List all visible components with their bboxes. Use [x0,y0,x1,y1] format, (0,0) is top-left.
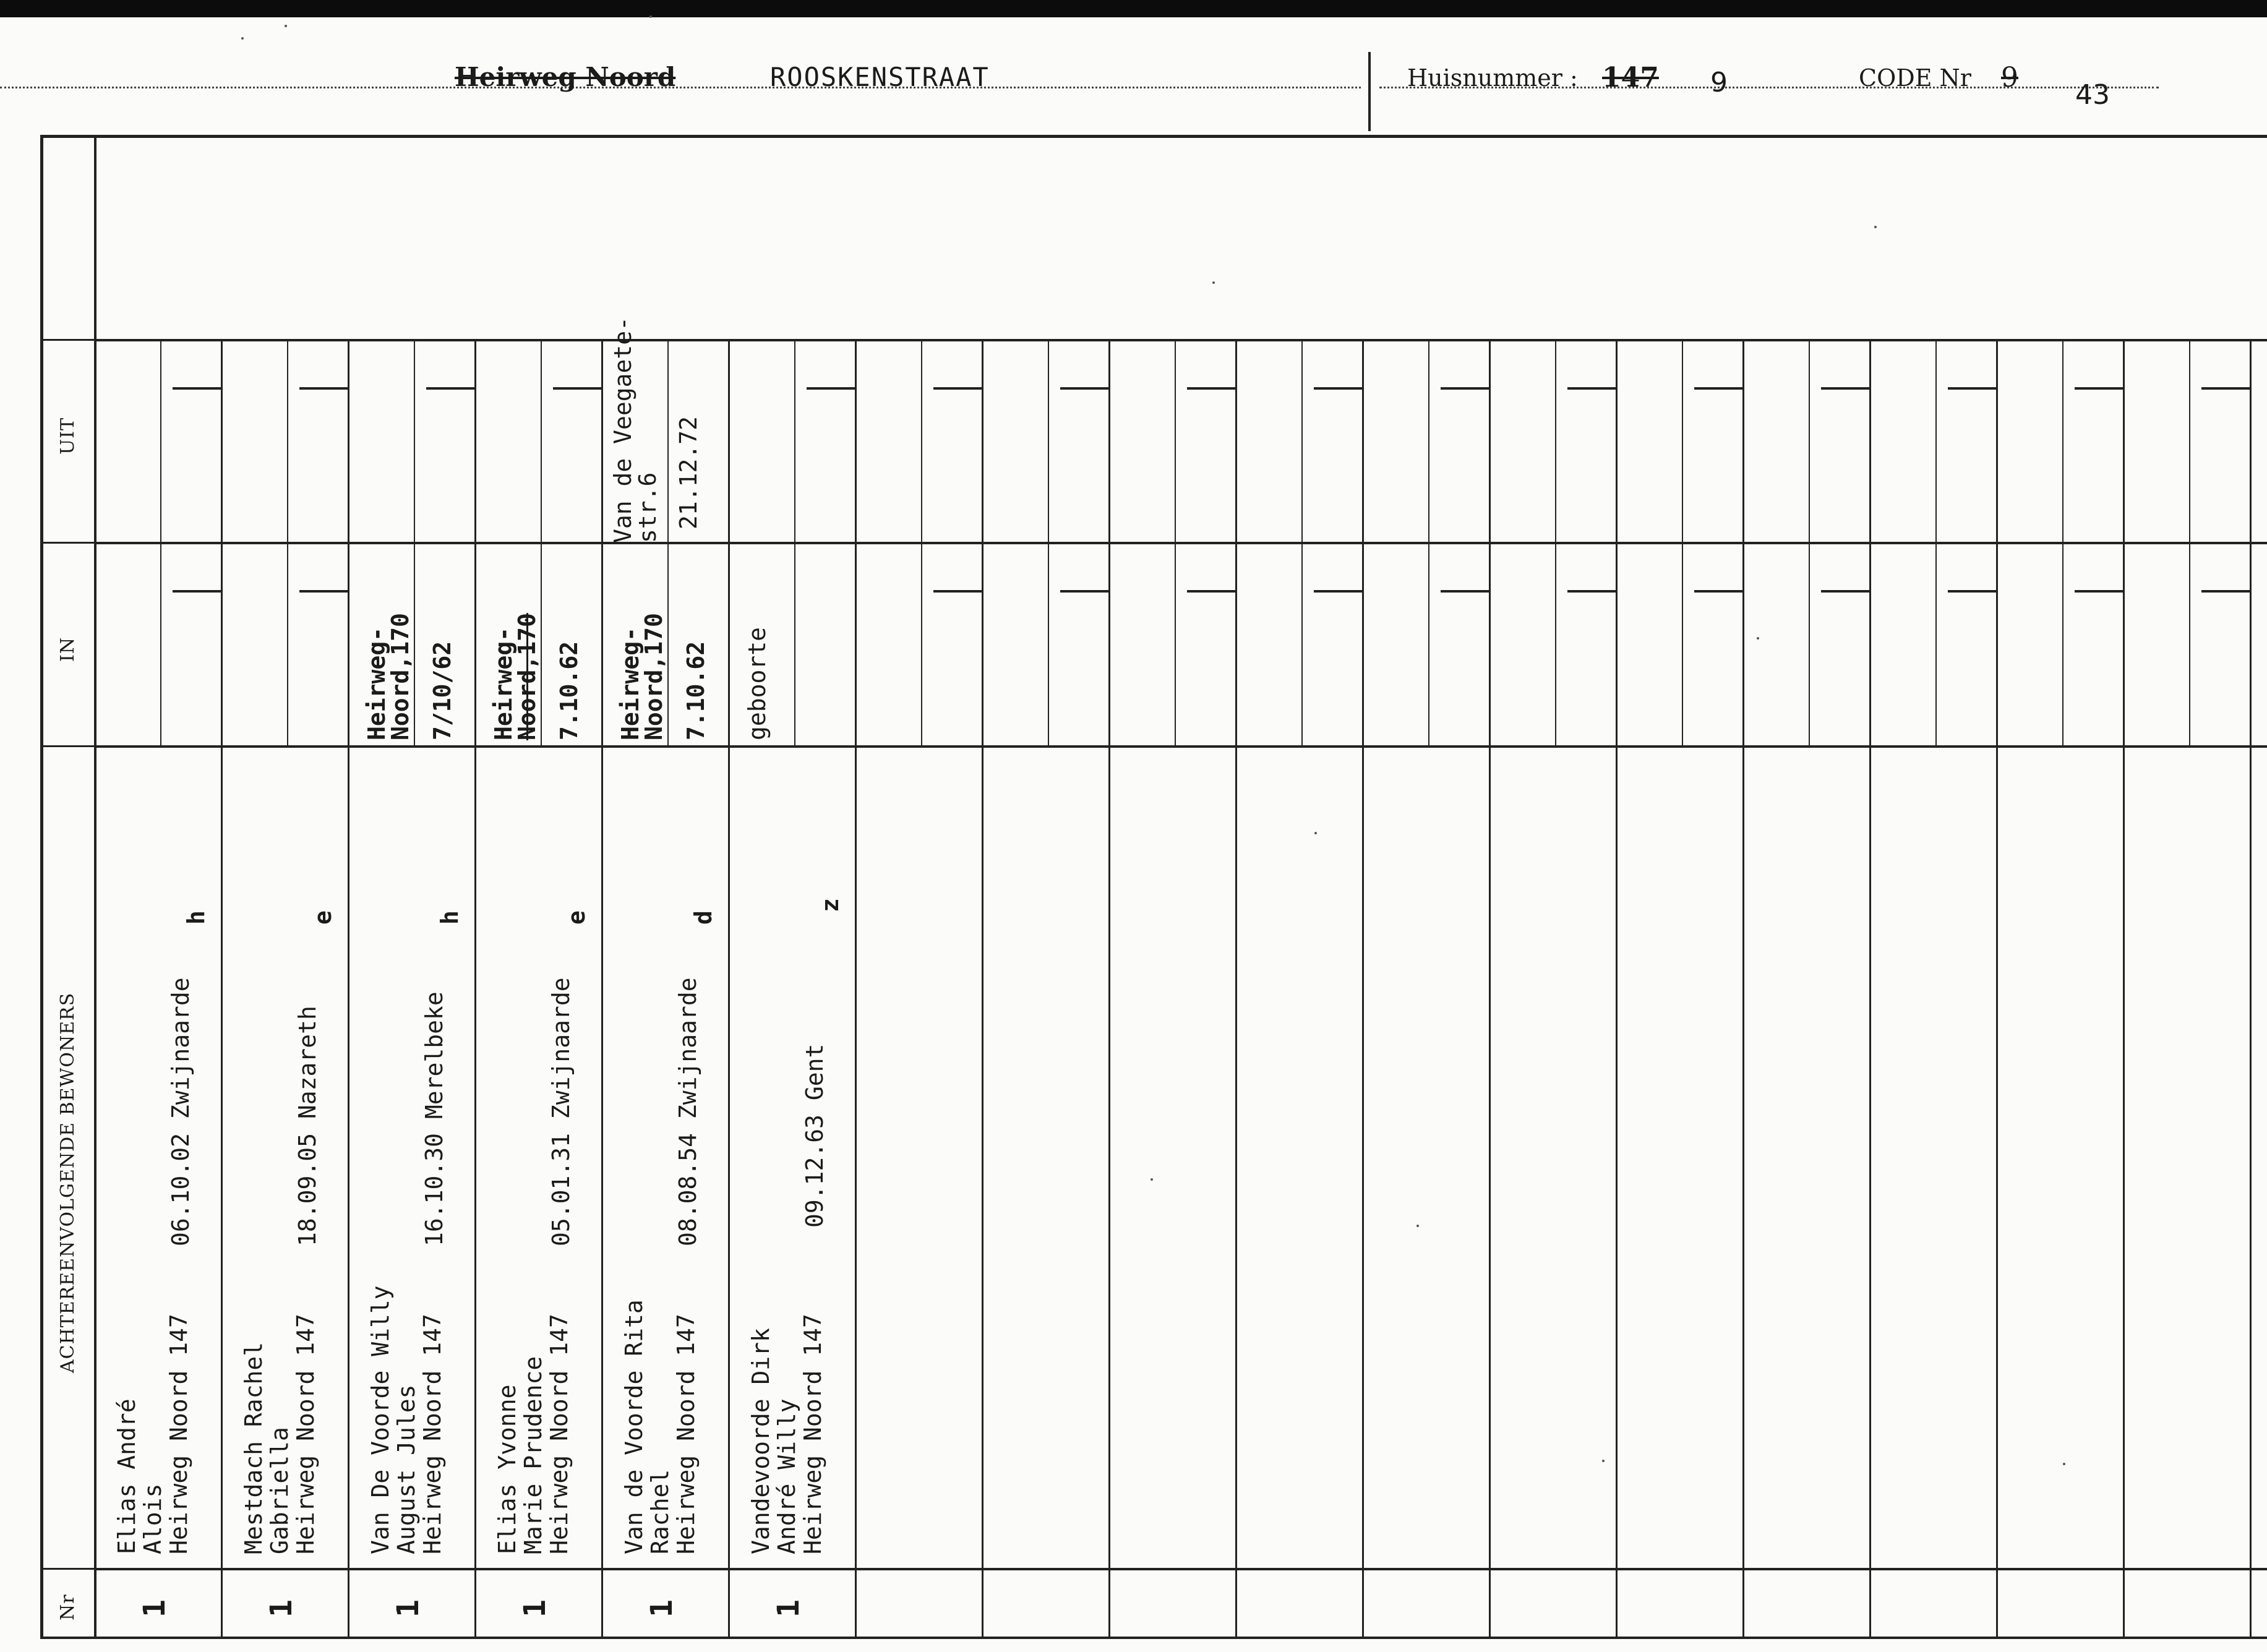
column-divider [221,339,223,1639]
in-address-line: Noord,170 [513,613,541,740]
half-divider [1935,339,1937,745]
half-divider [160,339,161,745]
resident-name-line: André Willy [773,1398,800,1554]
column-divider [348,339,349,1639]
in-empty-dash [2201,590,2251,593]
column-divider [1489,339,1491,1639]
scan-speck [2063,1463,2065,1465]
in-empty-dash [1948,590,1997,593]
uit-empty-dash [1187,387,1236,390]
half-divider [1555,339,1556,745]
scan-speck [1757,637,1759,640]
street-name-struck: Heirweg Noord [455,62,676,92]
resident-name-line: Elias Yvonne [494,1384,521,1554]
header-dotted-line [0,87,1361,90]
resident-nr: 1 [518,1599,552,1617]
column-divider [1235,339,1237,1639]
row-separator [94,1568,2267,1570]
row-separator [94,339,2267,341]
in-empty-dash [173,590,222,593]
scan-top-edge [0,0,2267,17]
resident-name-line: Vandevoorde Dirk [747,1327,774,1554]
uit-empty-dash [426,387,476,390]
resident-name-line: Heirweg Noord 147 [799,1314,826,1554]
column-divider [855,339,857,1639]
resident-mark: e [563,910,590,925]
house-number-label: Huisnummer : [1407,64,1578,92]
in-date: 7.10.62 [682,641,709,740]
street-name: ROOSKENSTRAAT [770,62,990,92]
frame-bottom [40,1637,2267,1639]
uit-empty-dash [1314,387,1363,390]
label-row-separator [40,339,94,341]
in-empty-dash [1060,590,1110,593]
row-label-in: IN [57,636,79,662]
column-divider [2123,339,2125,1639]
resident-mark: d [690,910,717,925]
column-divider [982,339,984,1639]
in-empty-dash [933,590,983,593]
resident-name-line: Elias André [113,1398,140,1554]
resident-name-line: Heirweg Noord 147 [419,1314,446,1554]
row-label-nr: Nr [57,1594,79,1620]
in-address-line: Noord,170 [387,613,414,740]
resident-nr: 1 [264,1599,299,1617]
in-empty-dash [299,590,349,593]
header-divider [1368,52,1371,131]
column-divider [1742,339,1744,1639]
resident-name-line: Gabriella [266,1427,293,1554]
in-empty-dash [1821,590,1871,593]
code-label: CODE Nr [1859,64,1971,92]
in-address-line: Heirweg- [363,627,390,740]
resident-birth: 06.10.02 Zwijnaarde [167,977,194,1246]
resident-nr: 1 [771,1599,806,1617]
row-label-bewoners: ACHTEREENVOLGENDE BEWONERS [57,992,79,1373]
half-divider [1682,339,1683,745]
scan-speck [285,25,287,27]
resident-name-line: Heirweg Noord 147 [546,1314,573,1554]
uit-empty-dash [299,387,349,390]
column-divider [2250,339,2252,1639]
resident-mark: h [182,910,210,925]
house-number: 9 [1710,67,1728,98]
frame-top [40,135,2267,138]
resident-birth: 08.08.54 Zwijnaarde [674,977,701,1246]
uit-empty-dash [933,387,983,390]
scan-speck [1212,281,1215,284]
label-row-separator [40,745,94,747]
row-label-uit: UIT [57,417,79,455]
resident-birth: 16.10.30 Merelbeke [421,991,448,1246]
resident-nr: 1 [645,1599,679,1617]
resident-birth: 05.01.31 Zwijnaarde [547,977,575,1246]
label-row-separator [40,1568,94,1570]
half-divider [1175,339,1176,745]
resident-name-line: August Jules [393,1384,420,1554]
frame-left [40,135,43,1639]
uit-address-line: str.6 [634,472,661,543]
column-divider [1616,339,1618,1639]
in-empty-dash [1314,590,1363,593]
uit-date: 21.12.72 [675,416,702,529]
in-address-line: Heirweg- [490,627,517,740]
uit-empty-dash [2075,387,2124,390]
column-divider [1996,339,1998,1639]
in-empty-dash [1441,590,1490,593]
code-struck: 9 [2001,62,2018,93]
code-number: 43 [2075,79,2110,111]
column-divider [728,339,730,1639]
half-divider [1048,339,1049,745]
scan-speck [1151,1178,1153,1181]
resident-name-line: Marie Prudence [520,1356,547,1554]
label-row-separator [40,542,94,544]
label-column-divider [94,135,96,1639]
resident-name-line: Heirweg Noord 147 [292,1314,319,1554]
resident-name-line: Van De Voorde Willy [367,1285,394,1554]
uit-empty-dash [2201,387,2251,390]
row-separator [94,542,2267,544]
resident-mark: e [309,910,336,925]
scan-speck [649,15,652,18]
in-empty-dash [1694,590,1744,593]
resident-name-line: Heirweg Noord 147 [672,1314,700,1554]
uit-empty-dash [1441,387,1490,390]
half-divider [2062,339,2063,745]
resident-name-line: Heirweg Noord 147 [165,1314,192,1554]
column-divider [474,339,476,1639]
resident-name-line: Rachel [646,1469,674,1554]
column-divider [1362,339,1364,1639]
scan-speck [1314,832,1317,834]
in-date: 7.10.62 [555,641,583,740]
resident-nr: 1 [137,1599,172,1617]
resident-mark: z [816,898,844,912]
scan-speck [1602,1460,1605,1462]
in-empty-dash [1187,590,1236,593]
half-divider [1428,339,1429,745]
column-divider [601,339,603,1639]
uit-empty-dash [1060,387,1110,390]
half-divider [287,339,288,745]
in-address-line: Heirweg- [617,627,644,740]
in-empty-dash [2075,590,2124,593]
resident-birth: 18.09.05 Nazareth [294,1006,321,1246]
in-date: 7/10/62 [429,641,456,740]
row-separator [94,745,2267,748]
scan-speck [1416,1225,1419,1227]
house-number-struck: 147 [1602,62,1659,93]
resident-name-line: Alois [139,1483,166,1554]
half-divider [794,339,795,745]
uit-empty-dash [1821,387,1871,390]
half-divider [1301,339,1303,745]
resident-name-line: Mestdach Rachel [240,1342,267,1554]
scan-speck [241,37,244,40]
scan-speck [1874,226,1877,228]
half-divider [921,339,922,745]
uit-empty-dash [807,387,856,390]
uit-empty-dash [173,387,222,390]
resident-name-line: Van de Voorde Rita [620,1299,648,1554]
resident-nr: 1 [391,1599,426,1617]
in-address-line: Noord,170 [640,613,667,740]
uit-address-line: Van de Veegaete- [609,316,636,543]
resident-birth: 09.12.63 Gent [801,1043,828,1228]
in-empty-dash [1567,590,1617,593]
uit-empty-dash [1694,387,1744,390]
resident-mark: h [436,910,463,925]
column-divider [1108,339,1110,1639]
column-divider [1869,339,1871,1639]
in-address-line: geboorte [744,627,771,740]
half-divider [2189,339,2190,745]
uit-empty-dash [553,387,602,390]
half-divider [1809,339,1810,745]
uit-empty-dash [1948,387,1997,390]
uit-empty-dash [1567,387,1617,390]
